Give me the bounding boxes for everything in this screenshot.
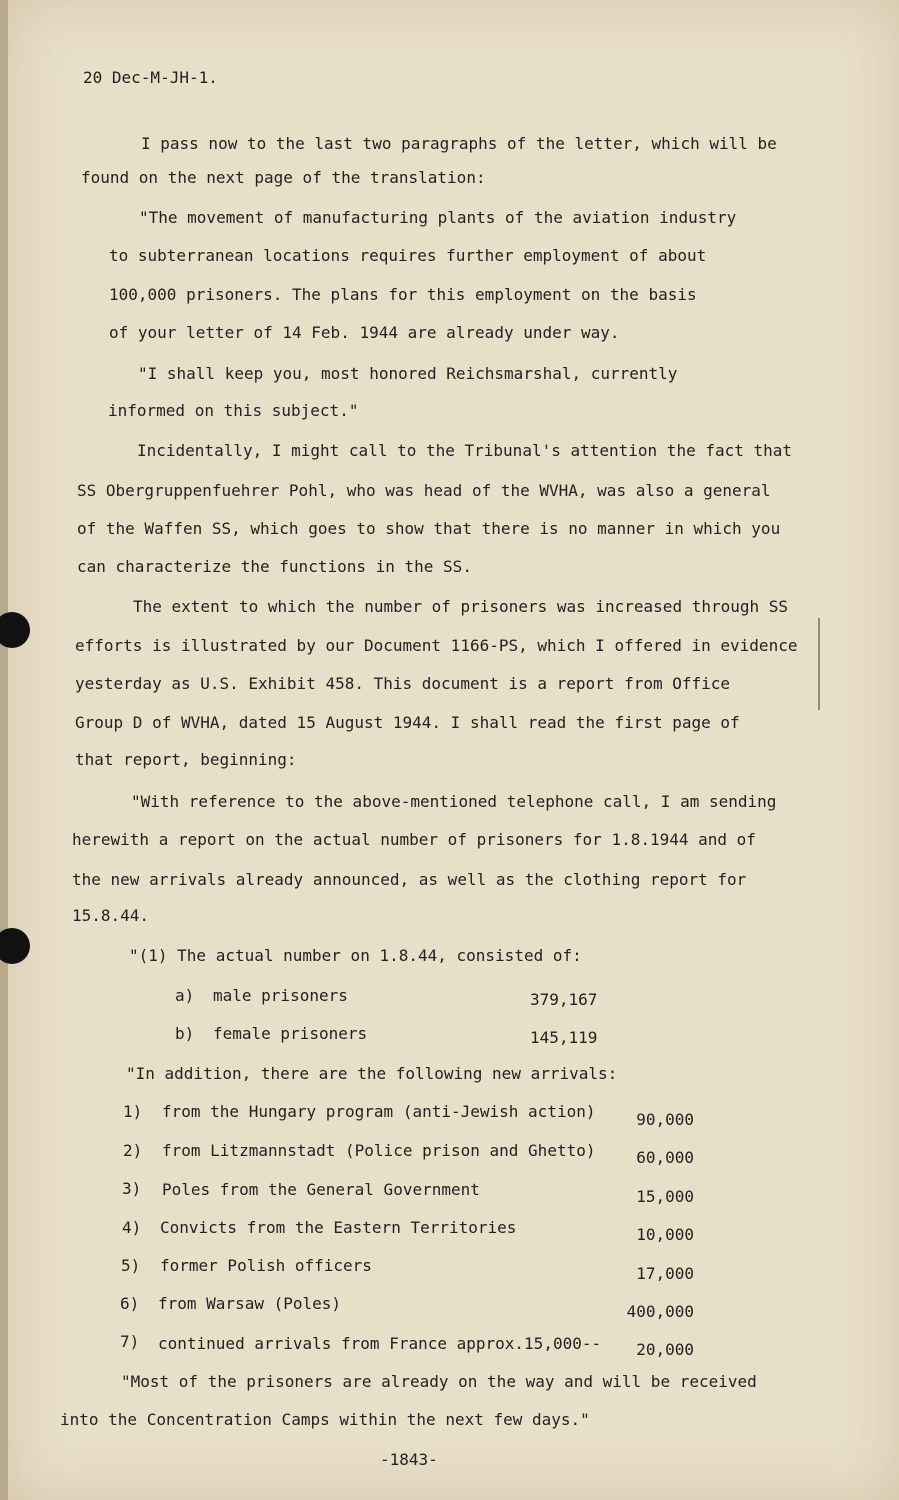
text-line: efforts is illustrated by our Document 1166-PS, which I offered in evidence — [75, 636, 798, 655]
item-value: 60,000 — [636, 1148, 694, 1167]
item-number: 7) — [120, 1332, 140, 1351]
text-line: Group D of WVHA, dated 15 August 1944. I shall read the first page of — [75, 713, 740, 732]
text-line: yesterday as U.S. Exhibit 458. This document is a report from Office — [75, 674, 731, 693]
item-letter: a) — [175, 986, 195, 1005]
item-value: 10,000 — [636, 1225, 694, 1244]
item-letter: b) — [175, 1024, 195, 1043]
item-value: 90,000 — [636, 1110, 694, 1129]
item-label: Poles from the General Government — [162, 1180, 480, 1199]
item-value: 15,000 — [636, 1187, 694, 1206]
item-number: 2) — [123, 1141, 143, 1160]
punch-hole — [0, 928, 30, 964]
item-value: 20,000 — [636, 1340, 694, 1359]
document-page — [8, 0, 899, 1500]
page-number: -1843- — [380, 1450, 438, 1469]
text-line: "I shall keep you, most honored Reichsmarshal, currently — [138, 364, 678, 383]
text-line: the new arrivals already announced, as well as the clothing report for — [72, 870, 747, 889]
item-label: female prisoners — [213, 1024, 368, 1043]
item-number: 6) — [120, 1294, 140, 1313]
text-line: that report, beginning: — [75, 750, 297, 769]
text-line: can characterize the functions in the SS. — [77, 557, 472, 576]
item-label: continued arrivals from France approx.15,000-- — [158, 1334, 602, 1353]
text-line: SS Obergruppenfuehrer Pohl, who was head of the WVHA, was also a general — [77, 481, 771, 500]
item-number: 4) — [122, 1218, 142, 1237]
text-line: 100,000 prisoners. The plans for this employment on the basis — [109, 285, 697, 304]
item-value: 379,167 — [530, 990, 598, 1009]
text-line: of your letter of 14 Feb. 1944 are already under way. — [109, 323, 620, 342]
text-line: Incidentally, I might call to the Tribunal's attention the fact that — [137, 441, 793, 460]
section-heading: "(1) The actual number on 1.8.44, consisted of: — [129, 946, 582, 965]
text-line: I pass now to the last two paragraphs of the letter, which will be — [141, 134, 777, 153]
item-number: 5) — [121, 1256, 141, 1275]
header-id: 20 Dec-M-JH-1. — [83, 68, 218, 87]
item-label: former Polish officers — [160, 1256, 372, 1275]
item-number: 1) — [123, 1102, 143, 1121]
item-label: male prisoners — [213, 986, 348, 1005]
text-line: "With reference to the above-mentioned telephone call, I am sending — [131, 792, 777, 811]
section-heading: "In addition, there are the following new arrivals: — [126, 1064, 618, 1083]
item-value: 17,000 — [636, 1264, 694, 1283]
text-line: The extent to which the number of prisoners was increased through SS — [133, 597, 789, 616]
item-label: Convicts from the Eastern Territories — [160, 1218, 517, 1237]
margin-mark — [818, 618, 820, 710]
item-number: 3) — [122, 1179, 142, 1198]
text-line: found on the next page of the translation: — [81, 168, 486, 187]
text-line: into the Concentration Camps within the next few days." — [60, 1410, 590, 1429]
text-line: of the Waffen SS, which goes to show that there is no manner in which you — [77, 519, 781, 538]
text-line: "The movement of manufacturing plants of the aviation industry — [139, 208, 737, 227]
text-line: informed on this subject." — [108, 401, 359, 420]
text-line: to subterranean locations requires further employment of about — [109, 246, 707, 265]
text-line: 15.8.44. — [72, 906, 150, 925]
item-value: 400,000 — [626, 1302, 694, 1321]
text-line: herewith a report on the actual number of prisoners for 1.8.1944 and of — [72, 830, 756, 849]
item-label: from the Hungary program (anti-Jewish action) — [162, 1102, 596, 1121]
item-label: from Litzmannstadt (Police prison and Ghetto) — [162, 1141, 596, 1160]
item-label: from Warsaw (Poles) — [158, 1294, 342, 1313]
punch-hole — [0, 612, 30, 648]
text-line: "Most of the prisoners are already on the way and will be received — [121, 1372, 757, 1391]
item-value: 145,119 — [530, 1028, 598, 1047]
